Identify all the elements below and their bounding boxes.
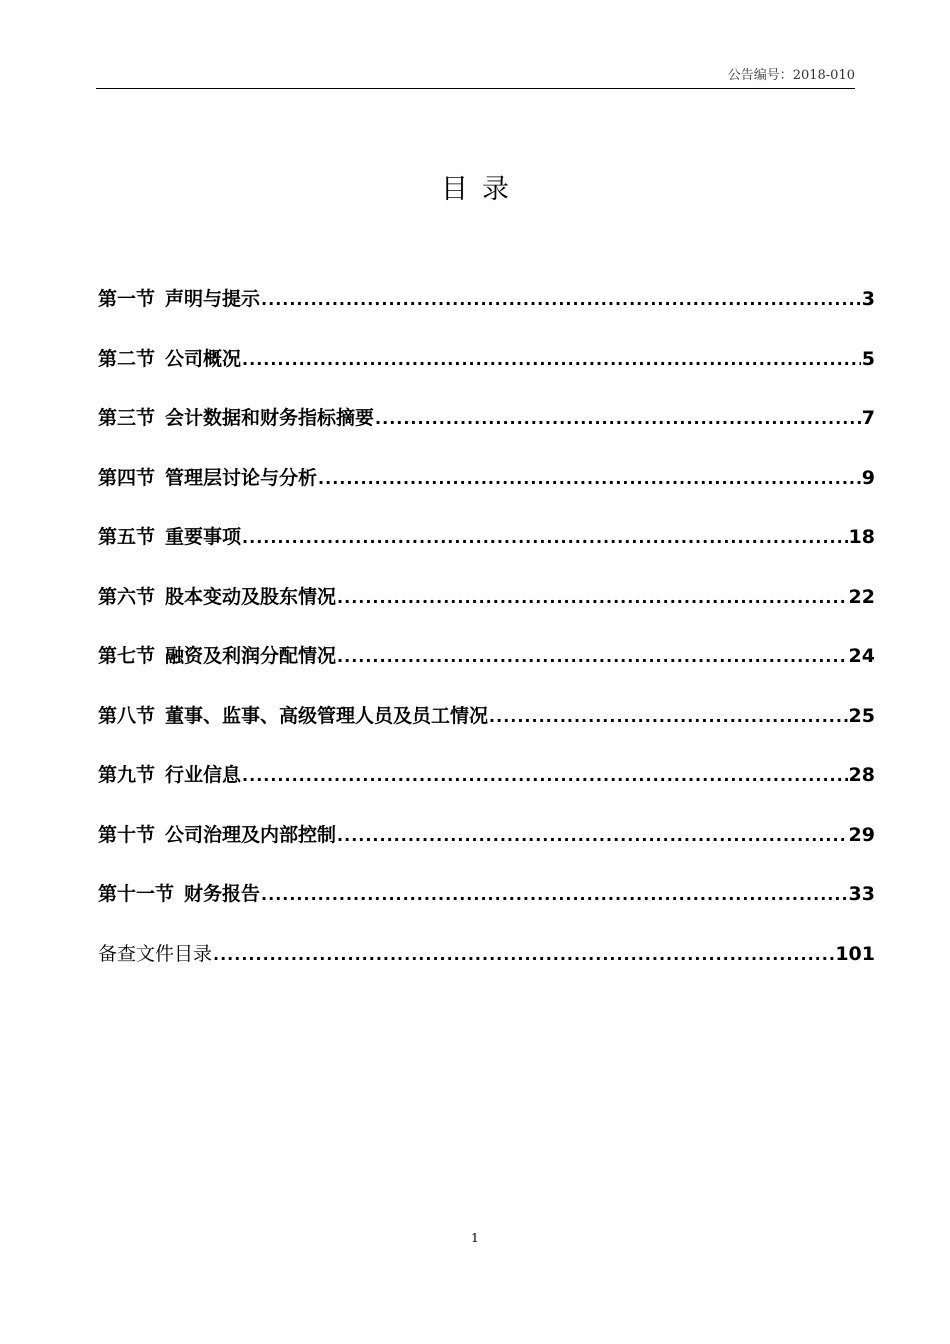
toc-page-number: 18	[848, 526, 875, 548]
toc-section-title: 公司治理及内部控制	[165, 823, 337, 846]
toc-page-number: 3	[861, 288, 875, 310]
toc-section-title: 股本变动及股东情况	[165, 585, 337, 608]
toc-page-number: 24	[848, 645, 875, 667]
toc-leader-dots	[337, 583, 848, 613]
toc-title: 目录	[441, 174, 523, 205]
toc-section-number: 第三节	[98, 407, 156, 429]
toc-page-number: 22	[848, 585, 875, 608]
toc-leader-dots	[337, 642, 848, 672]
page-number-footer: 1	[471, 1231, 479, 1245]
toc-page-number: 9	[861, 466, 875, 489]
toc-page-number: 25	[848, 704, 875, 727]
toc-leader-dots	[375, 404, 861, 434]
toc-entry-appendix[interactable]	[98, 939, 875, 999]
toc-entry[interactable]	[98, 344, 875, 404]
toc-page-number: 7	[861, 407, 875, 429]
toc-section-number: 第七节	[98, 645, 156, 667]
toc-leader-dots	[242, 761, 848, 791]
toc-section-title: 重要事项	[165, 526, 242, 548]
toc-section-number: 第一节	[98, 288, 156, 310]
toc-section-number: 第四节	[98, 466, 156, 489]
toc-entry[interactable]	[98, 403, 875, 463]
toc-page-number: 33	[848, 883, 875, 905]
toc-leader-dots	[242, 523, 848, 553]
toc-page-number: 29	[848, 823, 875, 846]
toc-section-title: 管理层讨论与分析	[165, 466, 318, 489]
toc-leader-dots	[242, 345, 861, 375]
toc-appendix-title: 备查文件目录	[98, 942, 213, 965]
toc-section-title: 会计数据和财务指标摘要	[165, 407, 375, 429]
toc-section-title: 财务报告	[184, 883, 261, 905]
table-of-contents	[98, 284, 875, 998]
toc-leader-dots	[261, 880, 848, 910]
toc-section-number: 第六节	[98, 585, 156, 608]
toc-section-number: 第十节	[98, 823, 156, 846]
toc-leader-dots	[318, 464, 861, 494]
toc-section-number: 第二节	[98, 347, 156, 370]
toc-page-number: 28	[848, 764, 875, 786]
toc-entry[interactable]	[98, 641, 875, 701]
toc-entry[interactable]	[98, 463, 875, 523]
toc-entry[interactable]	[98, 284, 875, 344]
toc-page-number: 5	[861, 347, 875, 370]
toc-entry[interactable]	[98, 701, 875, 761]
toc-section-number: 第五节	[98, 526, 156, 548]
toc-leader-dots	[261, 285, 861, 315]
toc-entry[interactable]	[98, 820, 875, 880]
toc-entry[interactable]	[98, 879, 875, 939]
toc-leader-dots	[213, 940, 834, 970]
toc-section-title: 融资及利润分配情况	[165, 645, 337, 667]
toc-page-number: 101	[835, 942, 875, 965]
toc-section-title: 行业信息	[165, 764, 242, 786]
toc-section-title: 声明与提示	[165, 288, 261, 310]
toc-entry[interactable]	[98, 760, 875, 820]
toc-leader-dots	[337, 821, 848, 851]
toc-section-title: 董事、监事、高级管理人员及员工情况	[165, 704, 489, 727]
toc-section-title: 公司概况	[165, 347, 242, 370]
toc-entry[interactable]	[98, 522, 875, 582]
toc-section-number: 第十一节	[98, 883, 175, 905]
page-header	[96, 68, 855, 89]
toc-entry[interactable]	[98, 582, 875, 642]
toc-section-number: 第九节	[98, 764, 156, 786]
announcement-number: 公告编号：2018-010	[727, 68, 855, 83]
toc-section-number: 第八节	[98, 704, 156, 727]
toc-leader-dots	[489, 702, 848, 732]
